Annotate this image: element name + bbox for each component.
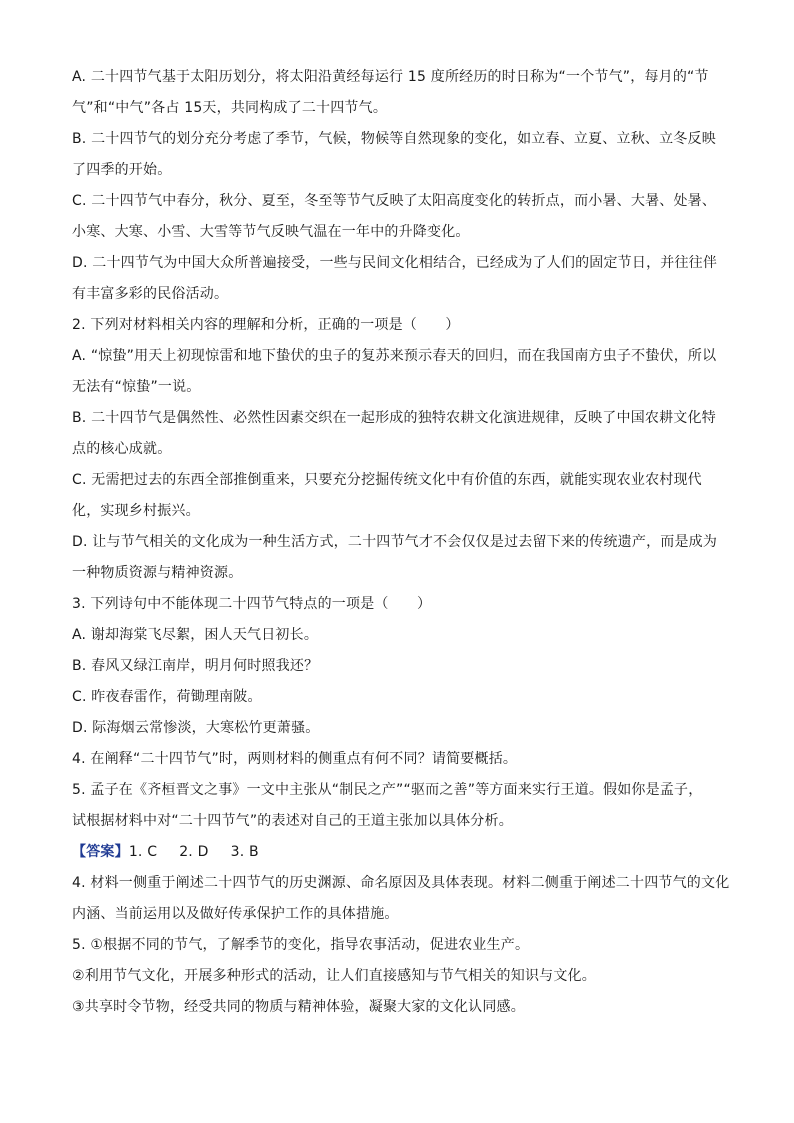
text-line: 无法有“惊蛰”一说。 xyxy=(72,379,201,395)
text-line: 气”和“中气”各占 15天，共同构成了二十四节气。 xyxy=(72,100,388,116)
text-line: 5. ①根据不同的节气，了解季节的变化，指导农事活动，促进农业生产。 xyxy=(72,937,530,953)
text-line: 点的核心成就。 xyxy=(72,441,172,457)
text-line: C. 二十四节气中春分，秋分、夏至，冬至等节气反映了太阳高度变化的转折点，而小暑、大暑、处暑、 xyxy=(72,193,717,209)
text-line: 化，实现乡村振兴。 xyxy=(72,503,200,519)
text-line: B. 二十四节气的划分充分考虑了季节，气候，物候等自然现象的变化，如立春、立夏、立秋、立冬反映 xyxy=(72,131,716,147)
text-line: A. 谢却海棠飞尽絮，困人天气日初长。 xyxy=(72,627,319,643)
text-line: D. 际海烟云常惨淡，大寒松竹更萧骚。 xyxy=(72,720,320,736)
answer-3: 3. B xyxy=(230,844,259,860)
text-line: A. “惊蛰”用天上初现惊雷和地下蛰伏的虫子的复苏来预示春天的回归，而在我国南方虫子不蛰伏，所以 xyxy=(72,348,717,364)
answer-2: 2. D xyxy=(179,844,209,860)
question-5: 5. 孟子在《齐桓晋文之事》一文中主张从“制民之产”“驱而之善”等方面来实行王道。假如你是孟子， xyxy=(72,782,703,798)
text-line: B. 二十四节气是偶然性、必然性因素交织在一起形成的独特农耕文化演进规律，反映了中国农耕文化特 xyxy=(72,410,716,426)
text-line: B. 春风又绿江南岸，明月何时照我还？ xyxy=(72,658,319,674)
text-line: 4. 材料一侧重于阐述二十四节气的历史渊源、命名原因及具体表现。材料二侧重于阐述二十四节气的文化 xyxy=(72,875,730,891)
text-line: A. 二十四节气基于太阳历划分，将太阳沿黄经每运行 15 度所经历的时日称为“一个节气”，每月的“节 xyxy=(72,69,709,85)
text-line: ②利用节气文化，开展多种形式的活动，让人们直接感知与节气相关的知识与文化。 xyxy=(72,968,596,984)
question-2: 2. 下列对材料相关内容的理解和分析，正确的一项是（ ） xyxy=(72,317,460,333)
text-line: ③共享时令节物，经受共同的物质与精神体验，凝聚大家的文化认同感。 xyxy=(72,999,525,1015)
answer-tag: 【答案】 xyxy=(72,844,129,860)
question-4: 4. 在阐释“二十四节气”时，两则材料的侧重点有何不同？请简要概括。 xyxy=(72,751,518,767)
text-line: 试根据材料中对“二十四节气”的表述对自己的王道主张加以具体分析。 xyxy=(72,813,513,829)
answer-line xyxy=(72,837,722,868)
text-line: D. 二十四节气为中国大众所普遍接受，一些与民间文化相结合，已经成为了人们的固定节日，并往往伴 xyxy=(72,255,718,271)
document-page xyxy=(72,62,730,1023)
text-line: C. 昨夜春雷作，荷锄理南陂。 xyxy=(72,689,262,705)
text-line: 了四季的开始。 xyxy=(72,162,172,178)
text-line: 小寒、大寒、小雪、大雪等节气反映气温在一年中的升降变化。 xyxy=(72,224,470,240)
text-line: C. 无需把过去的东西全部推倒重来，只要充分挖掘传统文化中有价值的东西，就能实现农业农村现代 xyxy=(72,472,702,488)
text-line: D. 让与节气相关的文化成为一种生活方式，二十四节气才不会仅仅是过去留下来的传统遗产，而是成为 xyxy=(72,534,718,550)
answer-1: 1. C xyxy=(128,844,158,860)
text-line: 内涵、当前运用以及做好传承保护工作的具体措施。 xyxy=(72,906,399,922)
question-3: 3. 下列诗句中不能体现二十四节气特点的一项是（ ） xyxy=(72,596,432,612)
text-line: 一种物质资源与精神资源。 xyxy=(72,565,243,581)
text-line: 有丰富多彩的民俗活动。 xyxy=(72,286,229,302)
